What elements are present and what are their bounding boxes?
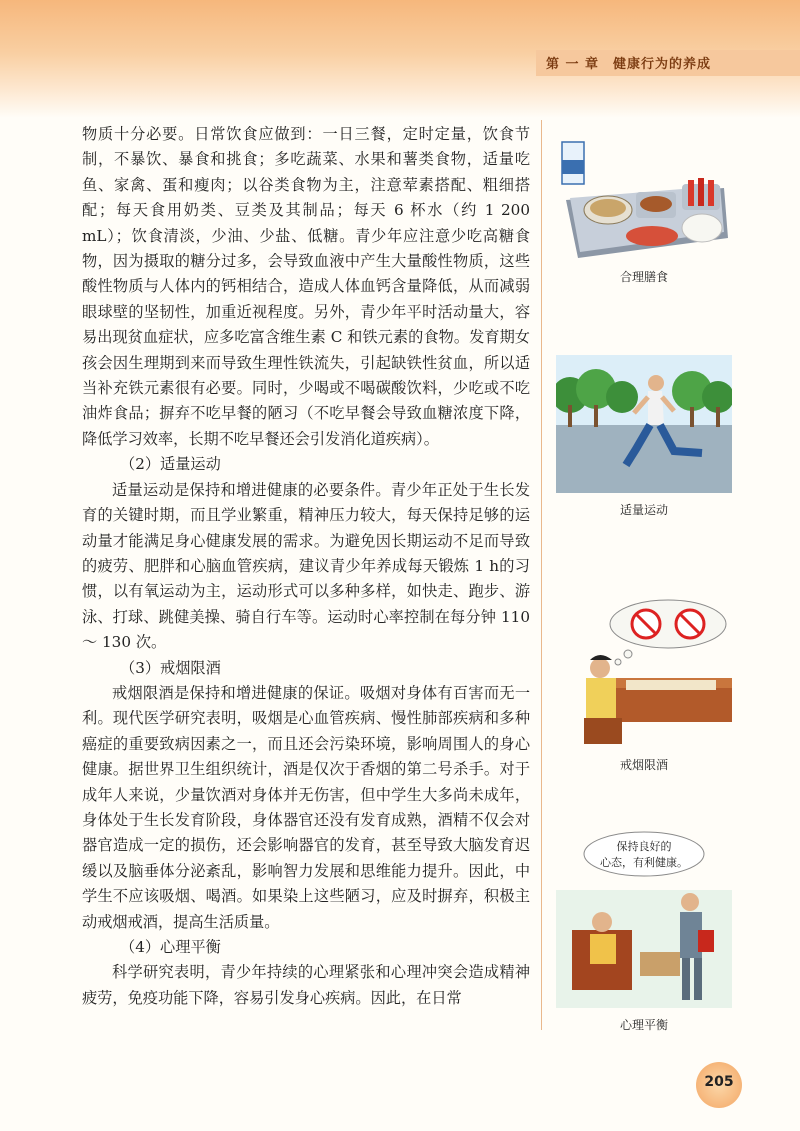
paragraph-exercise: 适量运动是保持和增进健康的必要条件。青少年正处于生长发育的关键时期，而且学业繁重，精神压力较大，每天保持足够的运动量才能满足身心健康发展的需求。为避免因长期运动不足而导致的疲劳、肥胖和心脑血管疾病，建议青少年养成每天锻炼 1 h的习惯，以有氧运动为主，运动形式可以多种多样，如快走、跑步、游泳、打球、跳健美操、骑自行车等。运动时心率控制在每分钟 110 ～ 130 次。 (82, 480, 530, 652)
subheading-exercise: （2）适量运动 (120, 455, 221, 474)
figure-smoking (556, 598, 732, 773)
page-number: 205 (704, 1074, 734, 1090)
paragraph-diet: 物质十分必要。日常饮食应做到：一日三餐，定时定量，饮食节制，不暴饮、暴食和挑食；多吃蔬菜、水果和薯类食物，适量吃鱼、家禽、蛋和瘦肉；以谷类食物为主，注意荤素搭配、粗细搭配；每天食用奶类、豆类及其制品；每天 6 杯水（约 1 200 mL）；饮食清淡，少油、少盐、低糖。青少年应注意少吃高糖食物，因为摄取的糖分过多，会导致血液中产生大量酸性物质，这些酸性物质与人体内的钙相结合，造成人体血钙含量降低，从而减弱眼球壁的坚韧性，加重近视程度。另外，青少年平时活动量大，容易出现贫血症状，应多吃富含维生素 C 和铁元素的食物。发育期女孩会因生理期到来而导致生理性铁流失，引起缺铁性贫血，所以适当补充铁元素很有必要。同时，少喝或不喝碳酸饮料，少吃或不吃油炸食品；摒弃不吃早餐的陋习（不吃早餐会导致血糖浓度下降，降低学习效率，长期不吃早餐还会引发消化道疾病）。 (82, 125, 530, 448)
speech-bubble-line1: 保持良好的 (616, 840, 672, 853)
figure-caption-exercise: 适量运动 (619, 503, 668, 517)
column-divider (541, 120, 542, 1030)
subheading-smoking: （3）戒烟限酒 (120, 658, 221, 677)
body-text (82, 122, 530, 1011)
speech-bubble-line2: 心态，有利健康。 (600, 856, 688, 869)
figure-caption-smoking: 戒烟限酒 (619, 758, 668, 772)
no-smoking-illustration (556, 598, 732, 748)
figure-diet (556, 140, 732, 285)
figure-mental (556, 830, 732, 1033)
figure-exercise (556, 355, 732, 518)
figure-caption-mental: 心理平衡 (619, 1018, 668, 1032)
paragraph-smoking: 戒烟限酒是保持和增进健康的保证。吸烟对身体有百害而无一利。现代医学研究表明，吸烟是心血管疾病、慢性肺部疾病和多种癌症的重要致病因素之一，而且还会污染环境，影响周围人的身心健康。据世界卫生组织统计，酒是仅次于香烟的第二号杀手。对于成年人来说，少量饮酒对身体并无伤害，但中学生大多尚未成年，身体处于生长发育阶段，身体器官还没有发育成熟，酒精不仅会对器官造成一定的损伤，还会影响器官的发育，甚至导致大脑发育迟缓以及脑垂体分泌紊乱，影响智力发展和思维能力提升。因此，中学生不应该吸烟、喝酒。如果染上这些陋习，应及时摒弃，积极主动戒烟戒酒，提高生活质量。 (82, 683, 530, 931)
figure-caption-diet: 合理膳食 (619, 270, 668, 284)
running-illustration (556, 355, 732, 493)
paragraph-mental: 科学研究表明，青少年持续的心理紧张和心理冲突会造成精神疲劳，免疫功能下降，容易引发身心疾病。因此，在日常 (82, 963, 530, 1007)
counseling-illustration (556, 830, 732, 1008)
subheading-mental: （4）心理平衡 (120, 938, 221, 956)
chapter-title: 第 一 章 健康行为的养成 (546, 57, 712, 72)
meal-tray-illustration (556, 140, 732, 260)
